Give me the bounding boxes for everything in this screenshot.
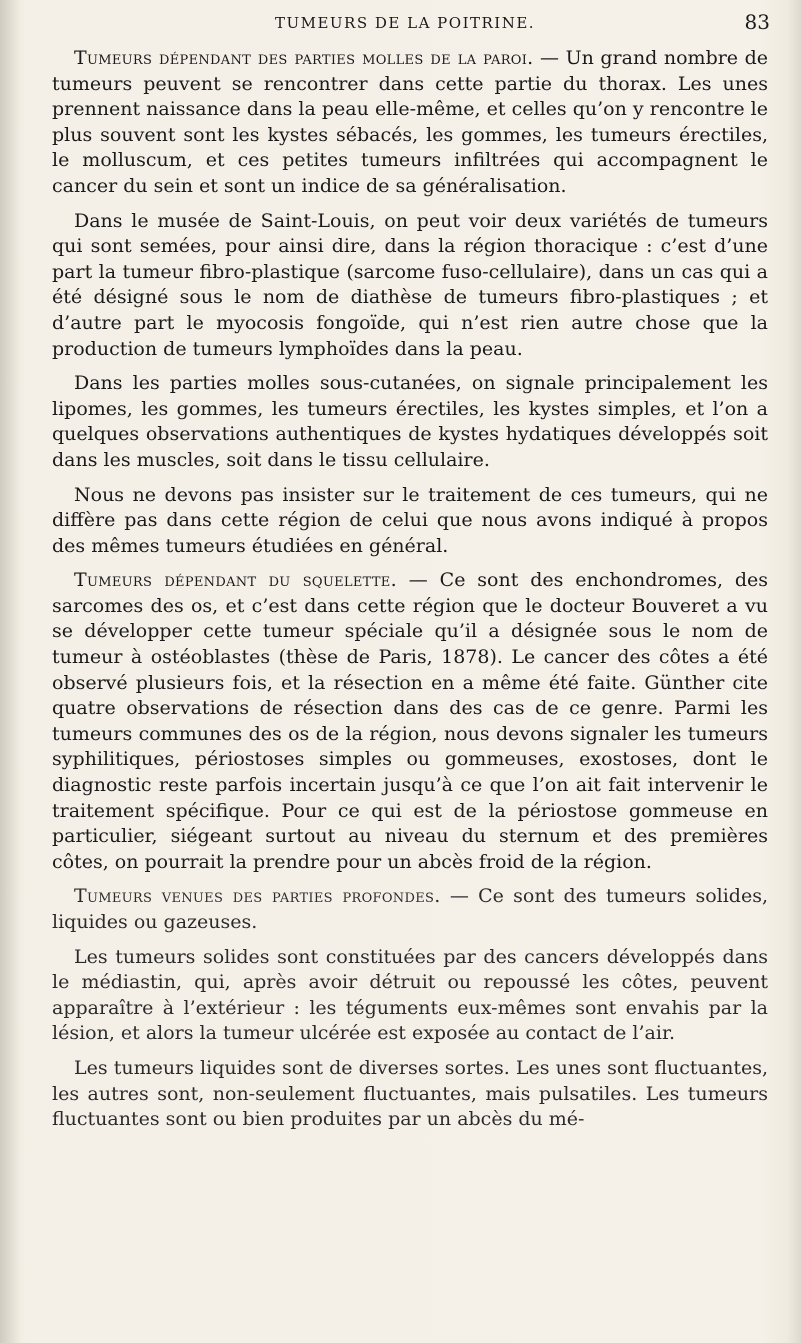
paragraph — [52, 371, 768, 473]
edge-shadow — [787, 0, 801, 1343]
section-heading: Tumeurs venues des parties profondes. — [74, 885, 441, 908]
section-heading: Tumeurs dépendant du squelette. — [74, 569, 397, 592]
paragraph-text: Les tumeurs solides sont constituées par des cancers développés dans le médiastin, qui, après avoir détruit ou repoussé les côtes, peuvent apparaître à l’extérieur : les téguments eux-mêmes sont envahis par la lésion, et alors la tumeur ulcérée est exposée au contact de l’air. — [52, 945, 768, 1045]
section-heading: Tumeurs dépendant des parties molles de la paroi. — [74, 47, 534, 69]
paragraph — [52, 209, 768, 363]
running-head: TUMEURS DE LA POITRINE. — [274, 14, 536, 32]
paragraph — [52, 483, 768, 560]
paragraph — [52, 1056, 768, 1133]
page-number: 83 — [744, 10, 770, 34]
paragraph — [52, 945, 768, 1047]
paragraph — [52, 568, 768, 875]
paragraph — [52, 46, 768, 200]
body-text — [52, 46, 768, 1142]
paragraph-text: Les tumeurs liquides sont de diverses sortes. Les unes sont fluctuantes, les autres sont, non-seulement fluctuantes, mais pulsatiles. Les tumeurs fluctuantes sont ou bien produites par un abcès du mé- — [52, 1056, 768, 1131]
paragraph-text: — Ce sont des enchondromes, des sarcomes des os, et c’est dans cette région que le docteur Bouveret a vu se développer cette tumeur spéciale qu’il a désignée sous le nom de tumeur à ostéoblastes (thèse de Paris, 1878). Le cancer des côtes a été observé plusieurs fois, et la résection en a même été faite. Günther cite quatre observations de résection dans des cas de ce genre. Parmi les tumeurs communes des os de la région, nous devons signaler les tumeurs syphilitiques, périostoses simples ou gommeuses, exostoses, dont le diagnostic reste parfois incertain jusqu’à ce que l’on ait fait intervenir le traitement spécifique. Pour ce qui est de la périostose gommeuse en particulier, siégeant surtout au niveau du sternum et des premières côtes, on pourrait la prendre pour un abcès froid de la région. — [52, 569, 768, 873]
gutter-shadow — [0, 0, 20, 1343]
paragraph-text: Nous ne devons pas insister sur le traitement de ces tumeurs, qui ne diffère pas dans cette région de celui que nous avons indiqué à propos des mêmes tumeurs étudiées en général. — [52, 483, 768, 557]
paragraph — [52, 884, 768, 935]
paragraph-text: Dans le musée de Saint-Louis, on peut voir deux variétés de tumeurs qui sont semées, pour ainsi dire, dans la région thoracique : c’est d’une part la tumeur fibro-plastique (sarcome fuso-cellulaire), dans un cas qui a été désigné sous le nom de diathèse de tumeurs fibro-plastiques ; et d’autre part le myocosis fongoïde, qui n’est rien autre chose que la production de tumeurs lymphoïdes dans la peau. — [52, 209, 768, 360]
page-header — [40, 10, 770, 36]
paragraph-text: — Un grand nombre de tumeurs peuvent se rencontrer dans cette partie du thorax. Les unes prennent naissance dans la peau elle-même, et celles qu’on y rencontre le plus souvent sont les kystes sébacés, les gommes, les tumeurs érectiles, le molluscum, et ces petites tumeurs infiltrées qui accompagnent le cancer du sein et sont un indice de sa généralisation. — [52, 47, 768, 197]
paragraph-text: Dans les parties molles sous-cutanées, on signale principalement les lipomes, les gommes, les tumeurs érectiles, les kystes simples, et l’on a quelques observations authentiques de kystes hydatiques développés soit dans les muscles, soit dans le tissu cellulaire. — [52, 372, 768, 471]
paragraph-text: — Ce sont des tumeurs solides, liquides ou gazeuses. — [52, 885, 768, 933]
